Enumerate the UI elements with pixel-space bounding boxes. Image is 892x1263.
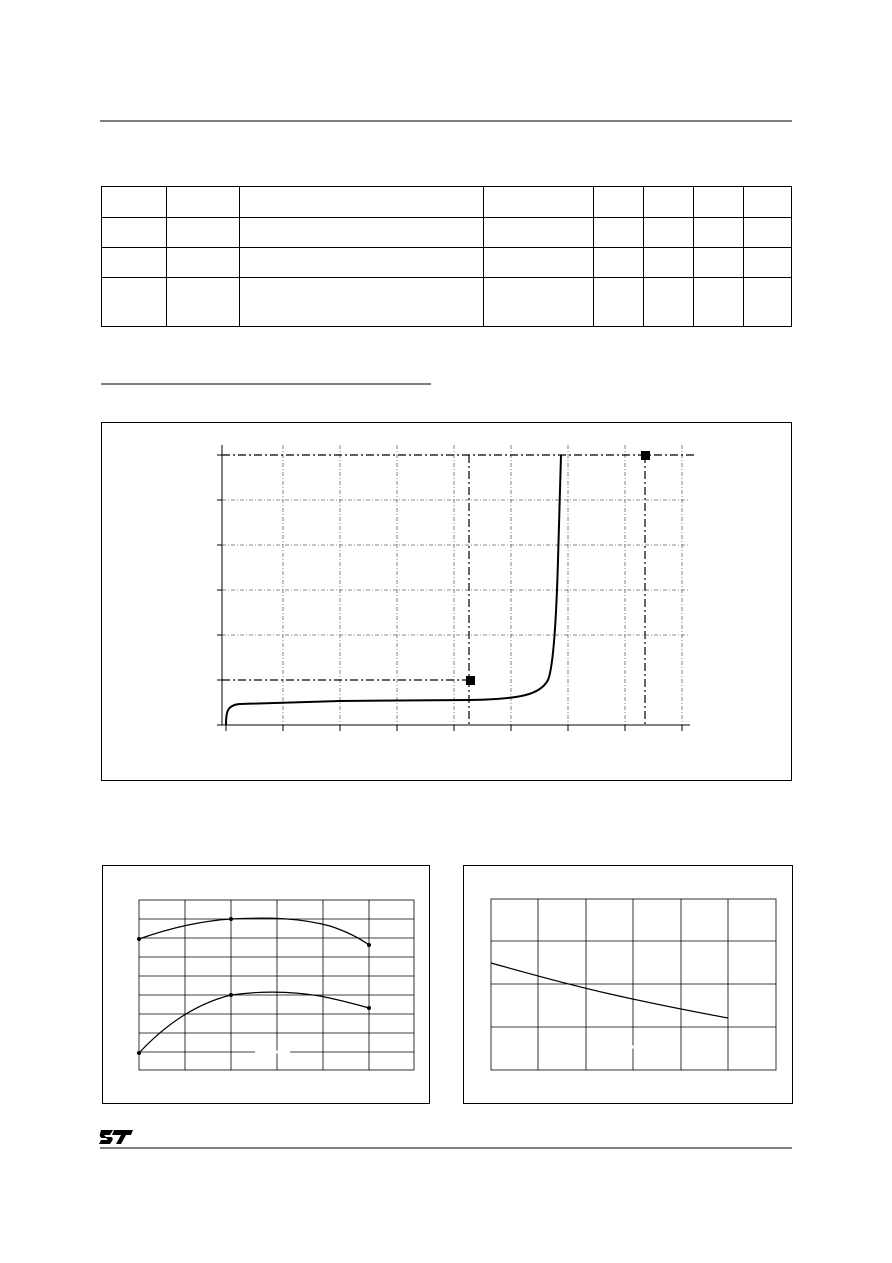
- spec-table: [101, 186, 792, 327]
- figure-2-frame: [103, 866, 430, 1104]
- figure-3-grid: [491, 899, 776, 1070]
- figure-3: [464, 866, 793, 1104]
- figure-3-frame: [464, 866, 793, 1104]
- figure-2-curve-upper: [139, 918, 369, 945]
- figure-1: [102, 423, 792, 781]
- figure-2-grid: [139, 900, 414, 1070]
- figure-2-curve-lower: [139, 992, 369, 1053]
- figure-3-curve: [491, 963, 728, 1018]
- figure-1-marker-upper: [641, 451, 650, 460]
- spec-table-border: [102, 187, 792, 327]
- figure-1-ticks: [217, 455, 682, 731]
- figure-1-frame: [102, 423, 792, 781]
- figure-2: [103, 866, 430, 1104]
- figure-1-grid: [222, 445, 690, 725]
- st-logo: [99, 1130, 133, 1144]
- figure-1-marker-lower: [466, 676, 475, 685]
